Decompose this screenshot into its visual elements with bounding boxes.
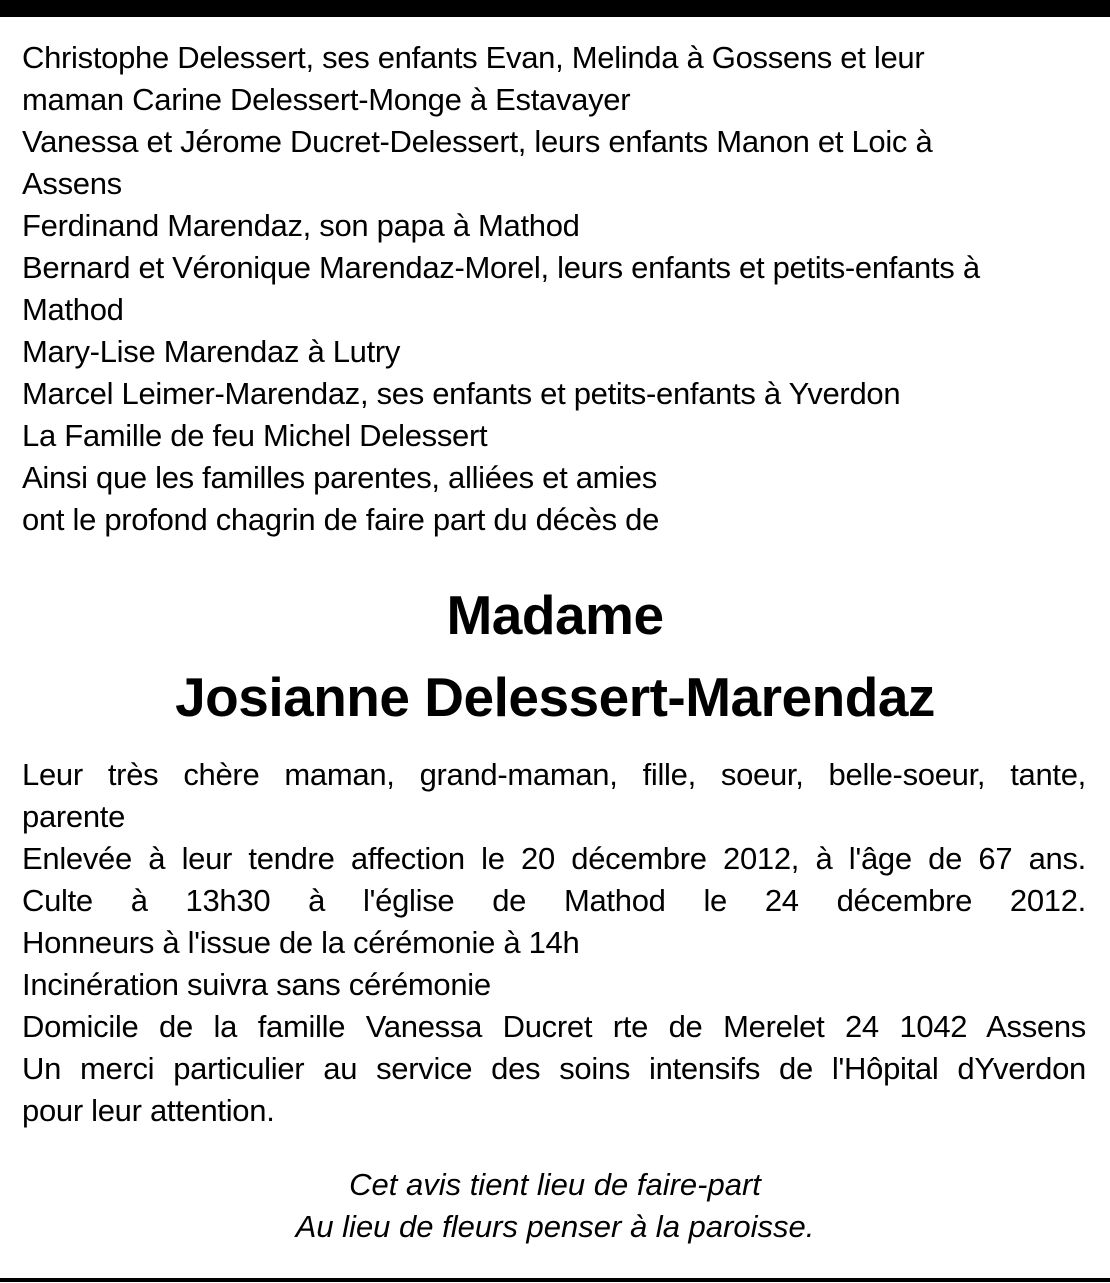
intro-line: maman Carine Delessert-Monge à Estavayer <box>22 82 631 117</box>
notice-body <box>22 754 1086 1132</box>
intro-line: ont le profond chagrin de faire part du décès de <box>22 502 660 537</box>
body-line: Honneurs à l'issue de la cérémonie à 14h <box>22 925 580 960</box>
intro-line: Ferdinand Marendaz, son papa à Mathod <box>22 208 580 243</box>
footer-line: Au lieu de fleurs penser à la paroisse. <box>295 1209 815 1244</box>
body-line: Leur très chère maman, grand-maman, fille, soeur, belle-soeur, tante, <box>22 757 1086 792</box>
body-line: Culte à 13h30 à l'église de Mathod le 24 décembre 2012. <box>22 883 1086 918</box>
bottom-border <box>0 1278 1110 1282</box>
body-line: parente <box>22 799 126 834</box>
body-line: Domicile de la famille Vanessa Ducret rte de Merelet 24 1042 Assens <box>22 1009 1086 1044</box>
body-line: Un merci particulier au service des soins intensifs de l'Hôpital dYverdon <box>22 1051 1086 1086</box>
body-line: Incinération suivra sans cérémonie <box>22 967 491 1002</box>
intro-line: Ainsi que les familles parentes, alliées et amies <box>22 460 657 495</box>
intro-line: Bernard et Véronique Marendaz-Morel, leurs enfants et petits-enfants à <box>22 250 980 285</box>
body-line: pour leur attention. <box>22 1093 275 1128</box>
intro-line: Christophe Delessert, ses enfants Evan, Melinda à Gossens et leur <box>22 40 925 75</box>
top-border <box>0 0 1110 17</box>
footer-note <box>0 1164 1110 1248</box>
body-line: Enlevée à leur tendre affection le 20 décembre 2012, à l'âge de 67 ans. <box>22 841 1086 876</box>
intro-line: Marcel Leimer-Marendaz, ses enfants et petits-enfants à Yverdon <box>22 376 901 411</box>
deceased-heading <box>0 574 1110 738</box>
intro-line: Mathod <box>22 292 124 327</box>
intro-line: La Famille de feu Michel Delessert <box>22 418 488 453</box>
family-list <box>22 37 1086 541</box>
deceased-name: Josianne Delessert-Marendaz <box>175 666 935 728</box>
intro-line: Vanessa et Jérome Ducret-Delessert, leurs enfants Manon et Loic à <box>22 124 933 159</box>
intro-line: Assens <box>22 166 122 201</box>
deceased-title: Madame <box>446 584 664 646</box>
intro-line: Mary-Lise Marendaz à Lutry <box>22 334 401 369</box>
footer-line: Cet avis tient lieu de faire-part <box>349 1167 761 1202</box>
